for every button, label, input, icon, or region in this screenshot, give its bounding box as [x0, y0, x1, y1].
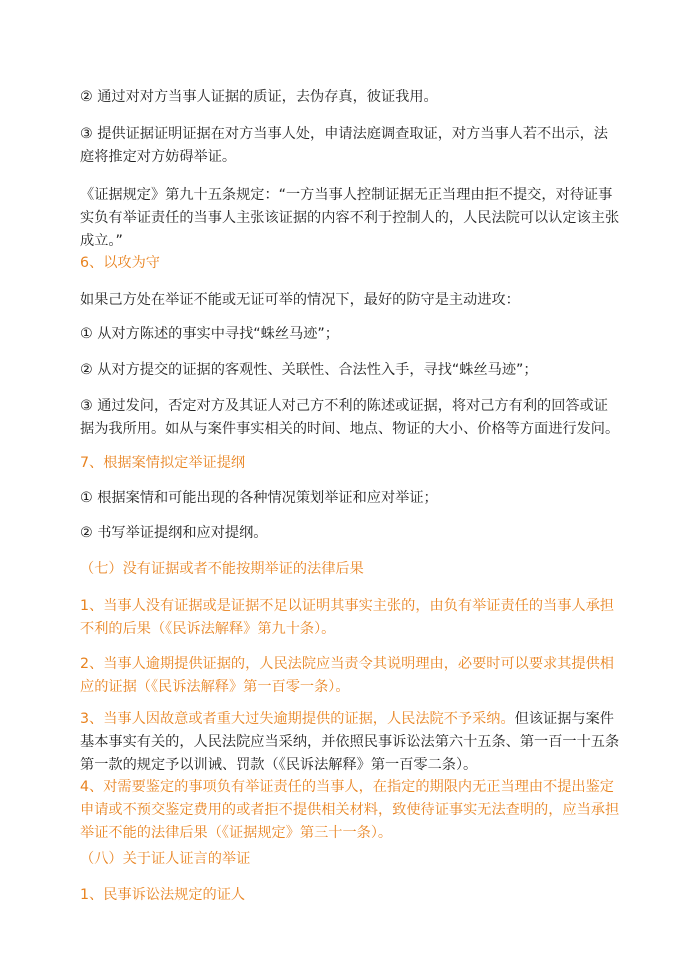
text-line: 基本事实有关的，人民法院应当采纳，并依照民事诉讼法第六十五条、第一百一十五条: [80, 734, 620, 750]
text-line: 2、当事人逾期提供证据的，人民法院应当责令其说明理由，必要时可以要求其提供相: [80, 656, 614, 672]
text-line: ① 从对方陈述的事实中寻找“蛛丝马迹”；: [80, 326, 339, 342]
paragraph-clue-from-statements: [80, 323, 620, 346]
text-line: 如果己方处在举证不能或无证可举的情况下，最好的防守是主动进攻：: [80, 292, 520, 308]
section-heading-eight: [80, 848, 620, 871]
text-line: 申请或不预交鉴定费用的或者拒不提供相关材料，致使待证事实无法查明的，应当承担: [80, 802, 620, 818]
text-line: 3、当事人因故意或者重大过失逾期提供的证据，人民法院不予采纳。但该证据与案件: [80, 711, 614, 727]
text-line: 1、民事诉讼法规定的证人: [80, 887, 246, 903]
text-line: ③ 通过发问，否定对方及其证人对己方不利的陈述或证据，将对己方有利的回答或证: [80, 398, 608, 414]
heading-civil-procedure-witness: [80, 884, 620, 907]
paragraph-apply-investigation: [80, 123, 620, 169]
text-line: ② 通过对对方当事人证据的质证，去伪存真，彼证我用。: [80, 89, 438, 105]
text-line: 第一款的规定予以训诫、罚款（《民诉法解释》第一百零二条）。: [80, 757, 478, 773]
text-line: 7、根据案情拟定举证提纲: [80, 455, 246, 471]
text-line: 应的证据（《民诉法解释》第一百零一条）。: [80, 679, 350, 695]
heading-attack-as-defense: [80, 252, 620, 275]
paragraph-plan-proof: [80, 487, 620, 510]
paragraph-clue-from-evidence: [80, 359, 620, 382]
text-line: 举证不能的法律后果（《证据规定》第三十一条）。: [80, 825, 393, 841]
text-line: 实负有举证责任的当事人主张该证据的内容不利于控制人的，人民法院可以认定该主张: [80, 210, 620, 226]
paragraph-consequence-4: [80, 776, 620, 845]
text-line: ③ 提供证据证明证据在对方当事人处，申请法庭调查取证，对方当事人若不出示，法: [80, 126, 608, 142]
paragraph-evidence-cross-exam: [80, 86, 620, 109]
text-line: 成立。”: [80, 233, 123, 249]
section-heading-seven: [80, 558, 620, 581]
paragraph-consequence-1: [80, 595, 620, 641]
text-line: ① 根据案情和可能出现的各种情况策划举证和应对举证；: [80, 490, 438, 506]
paragraph-consequence-3: [80, 708, 620, 777]
orange-fragment: 3、当事人因故意或者重大过失逾期提供的证据，人民法院不予采纳。: [80, 711, 515, 727]
text-line: 《证据规定》第九十五条规定：“一方当事人控制证据无正当理由拒不提交，对待证事: [80, 187, 613, 203]
paragraph-evidence-rule-95: [80, 184, 620, 253]
text-line: ② 从对方提交的证据的客观性、关联性、合法性入手，寻找“蛛丝马迹”；: [80, 362, 538, 378]
paragraph-proactive-offense: [80, 289, 620, 312]
text-line: 不利的后果（《民诉法解释》第九十条）。: [80, 621, 336, 637]
paragraph-consequence-2: [80, 653, 620, 699]
text-line: （八）关于证人证言的举证: [80, 851, 251, 867]
text-line: 6、以攻为守: [80, 255, 160, 271]
text-line: 据为我所用。如从与案件事实相关的时间、地点、物证的大小、价格等方面进行发问。: [80, 421, 620, 437]
text-line: 4、对需要鉴定的事项负有举证责任的当事人，在指定的期限内无正当理由不提出鉴定: [80, 779, 614, 795]
text-line: 庭将推定对方妨碍举证。: [80, 149, 237, 165]
text-line: ② 书写举证提纲和应对提纲。: [80, 525, 268, 541]
paragraph-questioning: [80, 395, 620, 441]
paragraph-write-outline: [80, 522, 620, 545]
text-line: 1、当事人没有证据或是证据不足以证明其事实主张的，由负有举证责任的当事人承担: [80, 598, 614, 614]
text-line: （七）没有证据或者不能按期举证的法律后果: [80, 561, 364, 577]
heading-proof-outline: [80, 452, 620, 475]
